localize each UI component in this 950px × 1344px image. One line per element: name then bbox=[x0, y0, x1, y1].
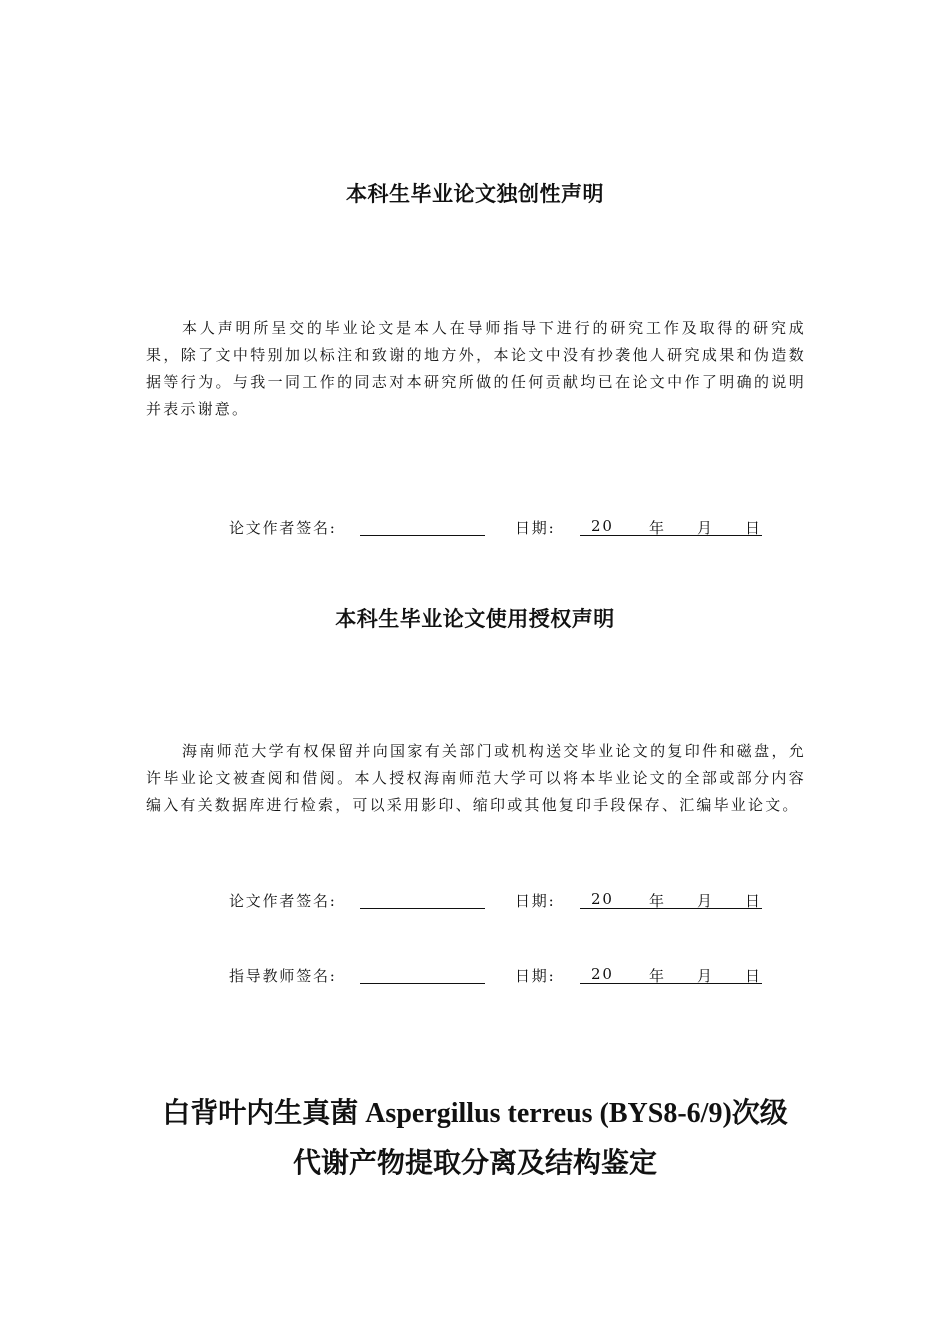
date-line[interactable] bbox=[580, 908, 762, 909]
date-year-label: 年 bbox=[649, 519, 666, 537]
date-year-label: 年 bbox=[649, 892, 666, 910]
date-year-prefix: 20 bbox=[591, 890, 614, 908]
advisor-signature-line[interactable] bbox=[360, 983, 485, 984]
date-month-label: 月 bbox=[697, 892, 714, 910]
date-month-label: 月 bbox=[697, 967, 714, 985]
authorization-advisor-signature-row bbox=[229, 965, 789, 989]
date-label: 日期: bbox=[515, 967, 556, 985]
date-line[interactable] bbox=[580, 535, 762, 536]
author-signature-label: 论文作者签名: bbox=[229, 519, 337, 537]
authorization-author-signature-row bbox=[229, 890, 789, 914]
date-line[interactable] bbox=[580, 983, 762, 984]
originality-heading: 本科生毕业论文独创性声明 bbox=[346, 182, 604, 206]
date-year-label: 年 bbox=[649, 967, 666, 985]
thesis-title-line-2: 代谢产物提取分离及结构鉴定 bbox=[292, 1148, 657, 1179]
date-day-label: 日 bbox=[745, 967, 762, 985]
date-day-label: 日 bbox=[745, 892, 762, 910]
originality-signature-row bbox=[229, 517, 789, 541]
originality-statement: 本人声明所呈交的毕业论文是本人在导师指导下进行的研究工作及取得的研究成果，除了文中特别加以标注和致谢的地方外，本论文中没有抄袭他人研究成果和伪造数据等行为。与我一同工作的同志对本研究所做的任何贡献均已在论文中作了明确的说明并表示谢意。 bbox=[146, 319, 806, 418]
date-day-label: 日 bbox=[745, 519, 762, 537]
advisor-signature-label: 指导教师签名: bbox=[229, 967, 337, 985]
thesis-title-line-1: 白背叶内生真菌 Aspergillus terreus (BYS8-6/9)次级 bbox=[162, 1098, 788, 1129]
authorization-statement: 海南师范大学有权保留并向国家有关部门或机构送交毕业论文的复印件和磁盘，允许毕业论文被查阅和借阅。本人授权海南师范大学可以将本毕业论文的全部或部分内容编入有关数据库进行检索，可以采用影印、缩印或其他复印手段保存、汇编毕业论文。 bbox=[146, 742, 806, 814]
author-signature-label: 论文作者签名: bbox=[229, 892, 337, 910]
date-year-prefix: 20 bbox=[591, 965, 614, 983]
author-signature-line[interactable] bbox=[360, 908, 485, 909]
date-year-prefix: 20 bbox=[591, 517, 614, 535]
date-label: 日期: bbox=[515, 519, 556, 537]
author-signature-line[interactable] bbox=[360, 535, 485, 536]
date-label: 日期: bbox=[515, 892, 556, 910]
date-month-label: 月 bbox=[697, 519, 714, 537]
authorization-heading: 本科生毕业论文使用授权声明 bbox=[335, 607, 615, 631]
